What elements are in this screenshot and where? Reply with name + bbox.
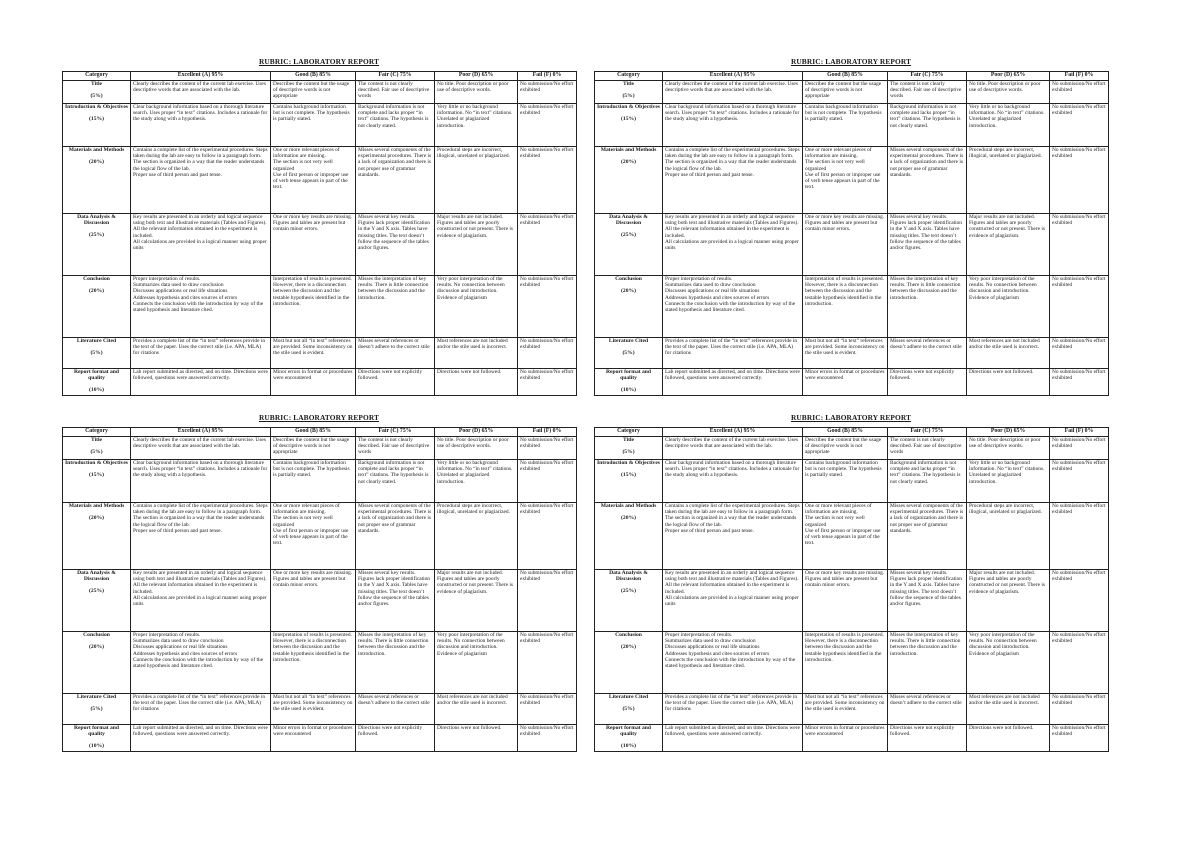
good-cell: Most but not all “in text” references are provided. Some inconsistency on the stile used is evident. [271,338,356,369]
good-cell: One or more key results are missing. Figures and tables are present but contain minor errors. [803,570,888,632]
excellent-cell: Clear background information based on a thorough literature search. Uses proper “in text” citations. Includes a rationale for the study along with a hypothesis. [663,460,803,503]
category-cell [595,81,663,104]
category-weight: (25%) [89,588,104,595]
fail-cell: No submission/No effort exhibited [518,81,577,104]
good-cell: Describes the content but the usage of descriptive words is not appropriate [271,437,356,460]
fair-cell: Directions were not explicitly followed. [888,369,967,396]
rubric-row [63,460,577,503]
fail-cell: No submission/No effort exhibited [1050,632,1109,694]
header-poor: Poor (D) 65% [435,72,518,81]
fair-cell: Misses several key results. Figures lack proper identification in the Y and X axis. Tables have missing titles. The text doesn’t follow the sequence of the tables and/or figures. [888,214,967,276]
fair-cell: Background information is not complete and lacks proper “in text” citations. The hypothesis is not clearly stated. [356,104,435,147]
rubric-row [595,147,1109,214]
fail-cell: No submission/No effort exhibited [1050,104,1109,147]
category-cell [63,147,131,214]
good-cell: Minor errors in format or procedures were encountered [803,369,888,396]
category-weight: (10%) [89,743,104,750]
good-cell: Most but not all “in text” references are provided. Some inconsistency on the stile used is evident. [803,338,888,369]
header-good: Good (B) 85% [271,72,356,81]
category-weight: (15%) [89,472,104,479]
fail-cell: No submission/No effort exhibited [518,104,577,147]
category-cell [63,570,131,632]
fail-cell: No submission/No effort exhibited [518,460,577,503]
category-cell [595,437,663,460]
excellent-cell: Lab report submitted as directed, and on time. Directions were followed, questions were answered correctly. [663,369,803,396]
poor-cell: Very little or no background information. No “in text” citations. Unrelated or plagiarized introduction. [967,104,1050,147]
poor-cell: No title. Poor description or poor use of descriptive words. [967,437,1050,460]
category-cell [595,214,663,276]
good-cell: Contains background information but is not complete. The hypothesis is partially stated. [271,104,356,147]
header-excellent: Excellent (A) 95% [663,428,803,437]
rubric-row [595,694,1109,725]
category-name: Title [90,81,103,87]
excellent-cell: Lab report submitted as directed, and on time. Directions were followed, questions were answered correctly. [131,369,271,396]
excellent-cell: Proper interpretation of results. Summarizes data used to draw conclusion Discusses applications or real life situations Addresses hypothesis and cites sources of errors Connects the conclusion with the introduction by way of the stated hypothesis and literature cited. [663,632,803,694]
fail-cell: No submission/No effort exhibited [1050,369,1109,396]
fair-cell: Misses the interpretation of key results. There is little connection between the discussion and the introduction. [888,276,967,338]
header-row [595,428,1109,437]
good-cell: One or more relevant pieces of information are missing. The section is not very well organized Use of first person or improper use of verb tense appears in part of the text. [271,503,356,570]
excellent-cell: Contains a complete list of the experimental procedures. Steps taken during the lab are easy to follow in a paragraph form. The section is organized in a way that the reader understands the logical flow of the lab. Proper use of third person and past tense. [131,503,271,570]
fair-cell: Misses the interpretation of key results. There is little connection between the discussion and the introduction. [888,632,967,694]
category-name: Data Analysis & Discussion [609,214,648,227]
category-cell [63,725,131,752]
header-good: Good (B) 85% [803,428,888,437]
category-cell [595,725,663,752]
category-weight: (20%) [621,288,636,295]
header-fail: Fail (F) 0% [518,428,577,437]
poor-cell: Very little or no background information. No “in text” citations. Unrelated or plagiarized introduction. [435,460,518,503]
rubric-row [595,276,1109,338]
excellent-cell: Contains a complete list of the experimental procedures. Steps taken during the lab are easy to follow in a paragraph form. The section is organized in a way that the reader understands the logical flow of the lab. Proper use of third person and past tense. [131,147,271,214]
fail-cell: No submission/No effort exhibited [1050,725,1109,752]
category-weight: (5%) [90,93,103,100]
category-weight: (10%) [89,387,104,394]
rubric-row [595,338,1109,369]
rubric-row [63,503,577,570]
category-cell [63,503,131,570]
poor-cell: No title. Poor description or poor use of descriptive words. [435,81,518,104]
fair-cell: Background information is not complete and lacks proper “in text” citations. The hypothesis is not clearly stated. [356,460,435,503]
fail-cell: No submission/No effort exhibited [518,276,577,338]
good-cell: One or more relevant pieces of information are missing. The section is not very well organized Use of first person or improper use of verb tense appears in part of the text. [803,503,888,570]
category-cell [63,632,131,694]
rubric-body [595,81,1109,396]
category-cell [595,338,663,369]
fail-cell: No submission/No effort exhibited [518,570,577,632]
fail-cell: No submission/No effort exhibited [1050,570,1109,632]
category-name: Materials and Methods [68,147,125,153]
rubric-row [595,81,1109,104]
poor-cell: Most references are not included and/or the stile used is incorrect. [967,694,1050,725]
category-name: Introduction & Objectives [65,460,128,466]
category-weight: (20%) [89,515,104,522]
category-weight: (5%) [90,350,103,357]
header-category: Category [595,72,663,81]
excellent-cell: Provides a complete list of the “in text” references provide in the text of the paper. Uses the correct stile (i.e. APA, MLA) for citations [131,338,271,369]
header-fair: Fair (C) 75% [356,72,435,81]
category-weight: (20%) [621,515,636,522]
category-cell [63,214,131,276]
good-cell: Interpretation of results is presented. However, there is a disconnection between the discussion and the testable hypothesis identified in the introduction. [803,276,888,338]
good-cell: Describes the content but the usage of descriptive words is not appropriate [803,81,888,104]
category-cell [63,437,131,460]
excellent-cell: Clearly describes the content of the current lab exercise. Uses descriptive words that are associated with the lab. [131,437,271,460]
fail-cell: No submission/No effort exhibited [1050,214,1109,276]
rubric-title: RUBRIC: LABORATORY REPORT [258,413,380,422]
category-weight: (5%) [622,449,635,456]
category-name: Data Analysis & Discussion [77,214,116,227]
excellent-cell: Clear background information based on a thorough literature search. Uses proper “in text” citations. Includes a rationale for the study along with a hypothesis. [131,460,271,503]
rubric-row [63,694,577,725]
fair-cell: The content is not clearly described. Fair use of descriptive words [356,437,435,460]
rubric-body [63,81,577,396]
category-weight: (25%) [621,232,636,239]
fair-cell: Misses several references or doesn’t adhere to the correct stile [888,338,967,369]
rubric-row [595,369,1109,396]
category-weight: (15%) [621,116,636,123]
fair-cell: Misses several references or doesn’t adhere to the correct stile [356,694,435,725]
poor-cell: Procedural steps are incorrect, illogical, unrelated or plagiarized. [435,503,518,570]
excellent-cell: Key results are presented in an orderly and logical sequence using both text and illustrative materials (Tables and Figures). All the relevant information obtained in the experiment is included. All calculations are provided in a logical manner using proper units [131,214,271,276]
category-name: Literature Cited [608,694,649,700]
good-cell: Describes the content but the usage of descriptive words is not appropriate [271,81,356,104]
category-name: Report format and quality [73,369,120,382]
category-weight: (5%) [622,350,635,357]
excellent-cell: Proper interpretation of results. Summarizes data used to draw conclusion Discusses applications or real life situations Addresses hypothesis and cites sources of errors Connects the conclusion with the introduction by way of the stated hypothesis and literature cited. [663,276,803,338]
rubric-row [63,104,577,147]
fair-cell: Background information is not complete and lacks proper “in text” citations. The hypothesis is not clearly stated. [888,104,967,147]
category-name: Conclusion [615,632,642,638]
good-cell: Minor errors in format or procedures were encountered [271,369,356,396]
good-cell: Interpretation of results is presented. However, there is a disconnection between the discussion and the testable hypothesis identified in the introduction. [803,632,888,694]
excellent-cell: Lab report submitted as directed, and on time. Directions were followed, questions were answered correctly. [663,725,803,752]
category-name: Title [90,437,103,443]
good-cell: One or more relevant pieces of information are missing. The section is not very well organized Use of first person or improper use of verb tense appears in part of the text. [803,147,888,214]
rubric-row [595,725,1109,752]
fail-cell: No submission/No effort exhibited [518,338,577,369]
poor-cell: Very little or no background information. No “in text” citations. Unrelated or plagiarized introduction. [435,104,518,147]
poor-cell: Very poor interpretation of the results. No connection between discussion and introduction. Evidence of plagiarism [435,632,518,694]
poor-cell: No title. Poor description or poor use of descriptive words. [967,81,1050,104]
category-name: Report format and quality [73,725,120,738]
excellent-cell: Clear background information based on a thorough literature search. Uses proper “in text” citations. Includes a rationale for the study along with a hypothesis. [663,104,803,147]
category-name: Materials and Methods [600,147,657,153]
fair-cell: Misses several components of the experimental procedures. There is a lack of organization and there is not proper use of grammar standards. [356,503,435,570]
rubric-table [594,71,1109,396]
excellent-cell: Provides a complete list of the “in text” references provide in the text of the paper. Uses the correct stile (i.e. APA, MLA) for citations [663,694,803,725]
category-cell [595,276,663,338]
rubric-copy-bottom-right [594,412,1108,752]
fair-cell: Misses several references or doesn’t adhere to the correct stile [888,694,967,725]
fail-cell: No submission/No effort exhibited [518,369,577,396]
rubric-row [595,104,1109,147]
good-cell: Minor errors in format or procedures were encountered [271,725,356,752]
poor-cell: Directions were not followed. [967,725,1050,752]
category-name: Conclusion [83,632,110,638]
fair-cell: Misses several key results. Figures lack proper identification in the Y and X axis. Tables have missing titles. The text doesn’t follow the sequence of the tables and/or figures. [356,570,435,632]
header-excellent: Excellent (A) 95% [131,428,271,437]
header-good: Good (B) 85% [803,72,888,81]
poor-cell: Procedural steps are incorrect, illogical, unrelated or plagiarized. [967,503,1050,570]
good-cell: Most but not all “in text” references are provided. Some inconsistency on the stile used is evident. [271,694,356,725]
fair-cell: Misses several components of the experimental procedures. There is a lack of organization and there is not proper use of grammar standards. [356,147,435,214]
category-weight: (5%) [622,706,635,713]
poor-cell: Major results are not included. Figures and tables are poorly constructed or not present. There is evidence of plagiarism. [967,214,1050,276]
poor-cell: Very little or no background information. No “in text” citations. Unrelated or plagiarized introduction. [967,460,1050,503]
excellent-cell: Contains a complete list of the experimental procedures. Steps taken during the lab are easy to follow in a paragraph form. The section is organized in a way that the reader understands the logical flow of the lab. Proper use of third person and past tense. [663,147,803,214]
fail-cell: No submission/No effort exhibited [1050,437,1109,460]
category-weight: (20%) [621,644,636,651]
rubric-copy-top-left [62,56,576,396]
rubric-row [63,147,577,214]
good-cell: Minor errors in format or procedures were encountered [803,725,888,752]
fail-cell: No submission/No effort exhibited [1050,276,1109,338]
fail-cell: No submission/No effort exhibited [518,437,577,460]
category-name: Data Analysis & Discussion [77,570,116,583]
header-good: Good (B) 85% [271,428,356,437]
rubric-row [595,460,1109,503]
fair-cell: Misses several key results. Figures lack proper identification in the Y and X axis. Tables have missing titles. The text doesn’t follow the sequence of the tables and/or figures. [356,214,435,276]
fail-cell: No submission/No effort exhibited [1050,147,1109,214]
header-fail: Fail (F) 0% [1050,428,1109,437]
category-cell [595,147,663,214]
header-poor: Poor (D) 65% [967,72,1050,81]
good-cell: One or more relevant pieces of information are missing. The section is not very well organized Use of first person or improper use of verb tense appears in part of the text. [271,147,356,214]
excellent-cell: Lab report submitted as directed, and on time. Directions were followed, questions were answered correctly. [131,725,271,752]
excellent-cell: Key results are presented in an orderly and logical sequence using both text and illustrative materials (Tables and Figures). All the relevant information obtained in the experiment is included. All calculations are provided in a logical manner using proper units [663,570,803,632]
header-row [595,72,1109,81]
good-cell: One or more key results are missing. Figures and tables are present but contain minor errors. [803,214,888,276]
fail-cell: No submission/No effort exhibited [518,147,577,214]
good-cell: Contains background information but is not complete. The hypothesis is partially stated. [271,460,356,503]
category-weight: (15%) [89,116,104,123]
poor-cell: Very poor interpretation of the results. No connection between discussion and introduction. Evidence of plagiarism [967,632,1050,694]
poor-cell: Most references are not included and/or the stile used is incorrect. [967,338,1050,369]
fair-cell: Misses several key results. Figures lack proper identification in the Y and X axis. Tables have missing titles. The text doesn’t follow the sequence of the tables and/or figures. [888,570,967,632]
fair-cell: The content is not clearly described. Fair use of descriptive words [888,437,967,460]
category-weight: (10%) [621,387,636,394]
excellent-cell: Clearly describes the content of the current lab exercise. Uses descriptive words that are associated with the lab. [131,81,271,104]
rubric-row [595,570,1109,632]
header-excellent: Excellent (A) 95% [131,72,271,81]
good-cell: Interpretation of results is presented. However, there is a disconnection between the discussion and the testable hypothesis identified in the introduction. [271,276,356,338]
poor-cell: Directions were not followed. [435,369,518,396]
fail-cell: No submission/No effort exhibited [518,632,577,694]
fair-cell: Misses the interpretation of key results. There is little connection between the discussion and the introduction. [356,632,435,694]
good-cell: One or more key results are missing. Figures and tables are present but contain minor errors. [271,570,356,632]
excellent-cell: Proper interpretation of results. Summarizes data used to draw conclusion Discusses applications or real life situations Addresses hypothesis and cites sources of errors Connects the conclusion with the introduction by way of the stated hypothesis and literature cited. [131,632,271,694]
category-cell [63,460,131,503]
fair-cell: Directions were not explicitly followed. [356,369,435,396]
fail-cell: No submission/No effort exhibited [1050,694,1109,725]
poor-cell: Directions were not followed. [967,369,1050,396]
excellent-cell: Provides a complete list of the “in text” references provide in the text of the paper. Uses the correct stile (i.e. APA, MLA) for citations [663,338,803,369]
rubric-row [595,214,1109,276]
category-cell [595,632,663,694]
rubric-row [63,369,577,396]
poor-cell: No title. Poor description or poor use of descriptive words. [435,437,518,460]
fail-cell: No submission/No effort exhibited [1050,503,1109,570]
header-row [63,72,577,81]
category-cell [595,503,663,570]
category-cell [63,81,131,104]
excellent-cell: Key results are presented in an orderly and logical sequence using both text and illustrative materials (Tables and Figures). All the relevant information obtained in the experiment is included. All calculations are provided in a logical manner using proper units [663,214,803,276]
poor-cell: Directions were not followed. [435,725,518,752]
poor-cell: Major results are not included. Figures and tables are poorly constructed or not present. There is evidence of plagiarism. [967,570,1050,632]
rubric-body [63,437,577,752]
category-cell [63,104,131,147]
poor-cell: Major results are not included. Figures and tables are poorly constructed or not present. There is evidence of plagiarism. [435,214,518,276]
category-name: Report format and quality [605,725,652,738]
rubric-row [595,632,1109,694]
excellent-cell: Clearly describes the content of the current lab exercise. Uses descriptive words that are associated with the lab. [663,437,803,460]
rubric-row [63,338,577,369]
rubric-row [595,503,1109,570]
category-name: Report format and quality [605,369,652,382]
header-fair: Fair (C) 75% [888,428,967,437]
fail-cell: No submission/No effort exhibited [518,725,577,752]
poor-cell: Very poor interpretation of the results. No connection between discussion and introduction. Evidence of plagiarism [967,276,1050,338]
category-weight: (20%) [621,159,636,166]
fail-cell: No submission/No effort exhibited [1050,460,1109,503]
fail-cell: No submission/No effort exhibited [1050,81,1109,104]
excellent-cell: Clear background information based on a thorough literature search. Uses proper “in text” citations. Includes a rationale for the study along with a hypothesis. [131,104,271,147]
category-weight: (20%) [89,159,104,166]
category-cell [595,694,663,725]
category-weight: (15%) [621,472,636,479]
category-weight: (20%) [89,644,104,651]
fair-cell: Directions were not explicitly followed. [356,725,435,752]
fail-cell: No submission/No effort exhibited [518,503,577,570]
poor-cell: Most references are not included and/or the stile used is incorrect. [435,694,518,725]
header-fair: Fair (C) 75% [888,72,967,81]
category-name: Conclusion [83,276,110,282]
category-cell [595,369,663,396]
rubric-table [594,427,1109,752]
good-cell: Contains background information but is not complete. The hypothesis is partially stated. [803,460,888,503]
category-weight: (25%) [621,588,636,595]
rubric-row [63,81,577,104]
header-fair: Fair (C) 75% [356,428,435,437]
excellent-cell: Proper interpretation of results. Summarizes data used to draw conclusion Discusses applications or real life situations Addresses hypothesis and cites sources of errors Connects the conclusion with the introduction by way of the stated hypothesis and literature cited. [131,276,271,338]
rubric-row [63,632,577,694]
poor-cell: Very poor interpretation of the results. No connection between discussion and introduction. Evidence of plagiarism [435,276,518,338]
good-cell: Contains background information but is not complete. The hypothesis is partially stated. [803,104,888,147]
rubric-table [62,427,577,752]
excellent-cell: Clearly describes the content of the current lab exercise. Uses descriptive words that are associated with the lab. [663,81,803,104]
header-category: Category [595,428,663,437]
fair-cell: Misses the interpretation of key results. There is little connection between the discussion and the introduction. [356,276,435,338]
category-name: Introduction & Objectives [597,104,660,110]
category-weight: (25%) [89,232,104,239]
category-name: Literature Cited [76,338,117,344]
rubric-row [63,276,577,338]
category-weight: (5%) [622,93,635,100]
rubric-row [63,570,577,632]
rubric-row [63,214,577,276]
category-name: Introduction & Objectives [65,104,128,110]
excellent-cell: Contains a complete list of the experimental procedures. Steps taken during the lab are easy to follow in a paragraph form. The section is organized in a way that the reader understands the logical flow of the lab. Proper use of third person and past tense. [663,503,803,570]
header-category: Category [63,428,131,437]
category-cell [63,694,131,725]
fair-cell: Misses several components of the experimental procedures. There is a lack of organization and there is not proper use of grammar standards. [888,147,967,214]
rubric-row [63,437,577,460]
excellent-cell: Key results are presented in an orderly and logical sequence using both text and illustrative materials (Tables and Figures). All the relevant information obtained in the experiment is included. All calculations are provided in a logical manner using proper units [131,570,271,632]
category-name: Conclusion [615,276,642,282]
category-name: Introduction & Objectives [597,460,660,466]
rubric-table [62,71,577,396]
header-fail: Fail (F) 0% [1050,72,1109,81]
category-weight: (5%) [90,449,103,456]
header-poor: Poor (D) 65% [967,428,1050,437]
rubric-copy-bottom-left [62,412,576,752]
category-name: Title [622,437,635,443]
excellent-cell: Provides a complete list of the “in text” references provide in the text of the paper. Uses the correct stile (i.e. APA, MLA) for citations [131,694,271,725]
rubric-copy-top-right [594,56,1108,396]
good-cell: Describes the content but the usage of descriptive words is not appropriate [803,437,888,460]
header-category: Category [63,72,131,81]
fair-cell: The content is not clearly described. Fair use of descriptive words [356,81,435,104]
header-excellent: Excellent (A) 95% [663,72,803,81]
rubric-row [595,437,1109,460]
good-cell: Most but not all “in text” references are provided. Some inconsistency on the stile used is evident. [803,694,888,725]
category-cell [63,338,131,369]
rubric-title: RUBRIC: LABORATORY REPORT [790,413,912,422]
poor-cell: Procedural steps are incorrect, illogical, unrelated or plagiarized. [967,147,1050,214]
poor-cell: Procedural steps are incorrect, illogical, unrelated or plagiarized. [435,147,518,214]
poor-cell: Major results are not included. Figures and tables are poorly constructed or not present. There is evidence of plagiarism. [435,570,518,632]
category-weight: (20%) [89,288,104,295]
fair-cell: Misses several references or doesn’t adhere to the correct stile [356,338,435,369]
rubric-title: RUBRIC: LABORATORY REPORT [258,57,380,66]
rubric-row [63,725,577,752]
category-name: Literature Cited [76,694,117,700]
category-name: Literature Cited [608,338,649,344]
category-cell [595,460,663,503]
category-name: Data Analysis & Discussion [609,570,648,583]
poor-cell: Most references are not included and/or the stile used is incorrect. [435,338,518,369]
category-cell [63,369,131,396]
category-cell [595,104,663,147]
fair-cell: Misses several components of the experimental procedures. There is a lack of organization and there is not proper use of grammar standards. [888,503,967,570]
fair-cell: The content is not clearly described. Fair use of descriptive words [888,81,967,104]
fair-cell: Directions were not explicitly followed. [888,725,967,752]
good-cell: Interpretation of results is presented. However, there is a disconnection between the discussion and the testable hypothesis identified in the introduction. [271,632,356,694]
category-name: Title [622,81,635,87]
fail-cell: No submission/No effort exhibited [1050,338,1109,369]
rubric-body [595,437,1109,752]
category-cell [595,570,663,632]
fail-cell: No submission/No effort exhibited [518,694,577,725]
rubric-title: RUBRIC: LABORATORY REPORT [790,57,912,66]
header-poor: Poor (D) 65% [435,428,518,437]
category-weight: (10%) [621,743,636,750]
fair-cell: Background information is not complete and lacks proper “in text” citations. The hypothesis is not clearly stated. [888,460,967,503]
category-name: Materials and Methods [68,503,125,509]
good-cell: One or more key results are missing. Figures and tables are present but contain minor errors. [271,214,356,276]
category-cell [63,276,131,338]
header-fail: Fail (F) 0% [518,72,577,81]
category-weight: (5%) [90,706,103,713]
fail-cell: No submission/No effort exhibited [518,214,577,276]
category-name: Materials and Methods [600,503,657,509]
header-row [63,428,577,437]
